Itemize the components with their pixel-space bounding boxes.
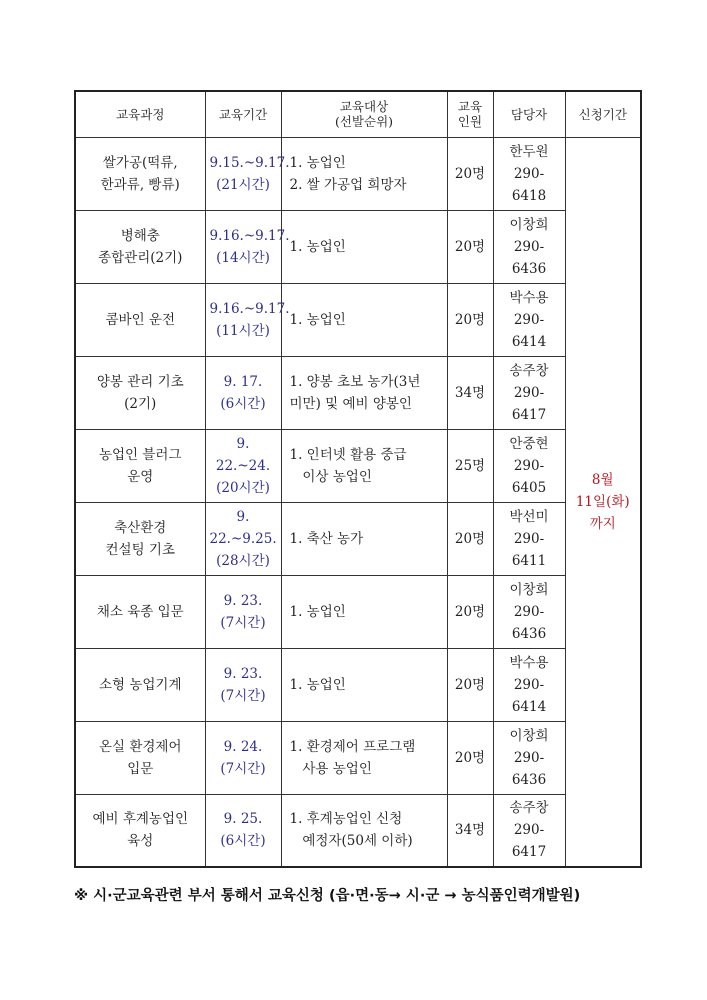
course-cell bbox=[75, 356, 205, 429]
count-cell: 34명 bbox=[447, 356, 493, 429]
course-cell bbox=[75, 721, 205, 794]
course-cell-line: 예비 후계농업인 bbox=[92, 811, 189, 828]
target-cell-line: 예정자(50세 이하) bbox=[289, 833, 413, 850]
period-cell bbox=[205, 356, 281, 429]
manager-cell-line: 송주창 bbox=[509, 800, 549, 817]
period-cell-line: 9. 22.~9.25. bbox=[209, 508, 277, 547]
apply-deadline-line: 8월 bbox=[591, 471, 614, 488]
course-cell-line: 채소 육종 입문 bbox=[96, 603, 184, 620]
period-cell-line: (14시간) bbox=[216, 249, 270, 266]
count-cell: 25명 bbox=[447, 429, 493, 502]
target-cell-line: 1. 인터넷 활용 중급 bbox=[289, 446, 407, 463]
manager-cell bbox=[493, 648, 565, 721]
period-cell-line: (7시간) bbox=[220, 614, 266, 631]
period-cell bbox=[205, 137, 290, 210]
table-row bbox=[75, 721, 641, 794]
table-row bbox=[75, 794, 641, 867]
period-cell bbox=[205, 721, 281, 794]
table-row bbox=[75, 283, 641, 356]
period-cell-line: (7시간) bbox=[220, 687, 266, 704]
course-cell-line: 양봉 관리 기초 bbox=[96, 373, 184, 390]
course-cell-line: 병해충 bbox=[120, 227, 160, 244]
period-cell-line: (6시간) bbox=[220, 833, 266, 850]
manager-cell bbox=[493, 210, 565, 283]
course-cell bbox=[75, 429, 205, 502]
manager-cell-line: 290-6411 bbox=[511, 530, 547, 569]
period-cell-line: (7시간) bbox=[220, 760, 266, 777]
header-count bbox=[447, 91, 493, 137]
table-row bbox=[75, 137, 641, 210]
period-cell-line: (21시간) bbox=[216, 176, 270, 193]
manager-cell-line: 이창희 bbox=[509, 581, 549, 598]
footnote: ※ 시·군교육관련 부서 통해서 교육신청 (읍·면·동→ 시·군 → 농식품인력개발원) bbox=[74, 888, 581, 904]
period-cell-line: 9. 22.~24. bbox=[215, 435, 271, 474]
manager-cell bbox=[493, 575, 565, 648]
course-cell-line: 육성 bbox=[127, 833, 154, 850]
manager-cell-line: 290-6436 bbox=[511, 238, 547, 277]
target-cell bbox=[281, 794, 447, 867]
course-cell-line: (2기) bbox=[124, 395, 157, 412]
target-cell-line: 1. 환경제어 프로그램 bbox=[289, 738, 416, 755]
target-cell-line: 1. 농업인 bbox=[289, 154, 346, 171]
header-target bbox=[281, 91, 447, 137]
target-cell-line: 미만) 및 예비 양봉인 bbox=[289, 395, 412, 412]
target-cell bbox=[281, 283, 447, 356]
course-cell bbox=[75, 794, 205, 867]
table-row bbox=[75, 575, 641, 648]
course-cell-line: 소형 농업기계 bbox=[98, 676, 182, 693]
apply-deadline-line: 까지 bbox=[589, 515, 616, 532]
manager-cell-line: 박선미 bbox=[509, 508, 549, 525]
target-cell-line: 1. 농업인 bbox=[289, 238, 346, 255]
target-cell-line: 1. 농업인 bbox=[289, 311, 346, 328]
header-count-line2: 인원 bbox=[457, 114, 483, 130]
manager-cell-line: 안중현 bbox=[509, 435, 549, 452]
period-cell-line: (11시간) bbox=[216, 322, 270, 339]
manager-cell bbox=[493, 429, 565, 502]
count-cell: 20명 bbox=[447, 283, 493, 356]
target-cell bbox=[281, 356, 447, 429]
period-cell-line: (6시간) bbox=[220, 395, 266, 412]
count-cell: 20명 bbox=[447, 137, 493, 210]
manager-cell-line: 290-6417 bbox=[511, 822, 547, 861]
target-cell-line: 2. 쌀 가공업 희망자 bbox=[289, 176, 407, 193]
manager-cell-line: 한두원 bbox=[509, 143, 549, 160]
manager-cell-line: 290-6414 bbox=[511, 676, 547, 715]
course-cell-line: 축산환경 bbox=[114, 519, 167, 536]
period-cell bbox=[205, 575, 281, 648]
target-cell bbox=[281, 210, 447, 283]
table-row bbox=[75, 210, 641, 283]
course-cell bbox=[75, 648, 205, 721]
target-cell bbox=[281, 137, 447, 210]
manager-cell bbox=[493, 283, 565, 356]
period-cell-line: 9. 17. bbox=[223, 373, 263, 390]
period-cell-line: 9. 23. bbox=[223, 592, 263, 609]
target-cell bbox=[281, 429, 447, 502]
header-target-line2: (선발순위) bbox=[334, 114, 394, 130]
course-cell bbox=[75, 283, 205, 356]
header-period: 교육기간 bbox=[205, 91, 281, 137]
table-row bbox=[75, 429, 641, 502]
course-cell-line: 운영 bbox=[127, 468, 154, 485]
period-cell-line: 9.16.~9.17. bbox=[209, 300, 290, 317]
period-cell bbox=[205, 502, 281, 575]
period-cell bbox=[205, 429, 281, 502]
education-schedule-table bbox=[74, 90, 642, 868]
course-cell-line: 종합관리(2기) bbox=[98, 249, 183, 266]
target-cell bbox=[281, 502, 447, 575]
target-cell bbox=[281, 648, 447, 721]
period-cell-line: (28시간) bbox=[216, 552, 270, 569]
course-cell bbox=[75, 137, 205, 210]
target-cell-line: 1. 농업인 bbox=[289, 676, 346, 693]
period-cell-line: 9. 25. bbox=[223, 811, 263, 828]
manager-cell-line: 290-6436 bbox=[511, 749, 547, 788]
course-cell bbox=[75, 502, 205, 575]
manager-cell bbox=[493, 721, 565, 794]
period-cell-line: 9. 24. bbox=[223, 738, 263, 755]
table-row bbox=[75, 356, 641, 429]
header-course: 교육과정 bbox=[75, 91, 205, 137]
table-row bbox=[75, 648, 641, 721]
manager-cell-line: 박수용 bbox=[509, 289, 549, 306]
manager-cell-line: 290-6436 bbox=[511, 603, 547, 642]
target-cell bbox=[281, 575, 447, 648]
course-cell-line: 쌀가공(떡류, bbox=[102, 154, 178, 171]
manager-cell-line: 290-6414 bbox=[511, 311, 547, 350]
table-row bbox=[75, 502, 641, 575]
manager-cell bbox=[493, 794, 565, 867]
manager-cell-line: 박수용 bbox=[509, 654, 549, 671]
apply-deadline-line: 11일(화) bbox=[575, 493, 630, 510]
header-manager: 담당자 bbox=[493, 91, 565, 137]
target-cell-line: 1. 후계농업인 신청 bbox=[289, 811, 403, 828]
period-cell-line: 9.16.~9.17. bbox=[209, 227, 290, 244]
manager-cell bbox=[493, 356, 565, 429]
target-cell-line: 사용 농업인 bbox=[289, 760, 372, 777]
period-cell bbox=[205, 210, 290, 283]
count-cell: 20명 bbox=[447, 210, 493, 283]
course-cell-line: 농업인 블러그 bbox=[98, 446, 182, 463]
period-cell bbox=[205, 648, 281, 721]
header-target-line1: 교육대상 bbox=[339, 99, 389, 115]
course-cell bbox=[75, 575, 205, 648]
period-cell-line: (20시간) bbox=[216, 479, 270, 496]
manager-cell-line: 이창희 bbox=[509, 727, 549, 744]
count-cell: 20명 bbox=[447, 502, 493, 575]
course-cell-line: 입문 bbox=[127, 760, 154, 777]
manager-cell bbox=[493, 137, 565, 210]
count-cell: 20명 bbox=[447, 575, 493, 648]
target-cell-line: 1. 농업인 bbox=[289, 603, 346, 620]
header-count-line1: 교육 bbox=[457, 99, 483, 115]
period-cell bbox=[205, 794, 281, 867]
manager-cell-line: 290-6405 bbox=[511, 457, 547, 496]
manager-cell-line: 290-6418 bbox=[511, 165, 547, 204]
apply-deadline-cell bbox=[565, 137, 641, 867]
course-cell-line: 온실 환경제어 bbox=[98, 738, 182, 755]
table-header-row bbox=[75, 91, 641, 137]
target-cell bbox=[281, 721, 447, 794]
target-cell-line: 이상 농업인 bbox=[289, 468, 372, 485]
course-cell-line: 컨설팅 기초 bbox=[105, 541, 175, 558]
manager-cell-line: 송주창 bbox=[509, 362, 549, 379]
target-cell-line: 1. 양봉 초보 농가(3년 bbox=[289, 373, 421, 390]
course-cell bbox=[75, 210, 205, 283]
manager-cell-line: 이창희 bbox=[509, 216, 549, 233]
count-cell: 20명 bbox=[447, 721, 493, 794]
course-cell-line: 콤바인 운전 bbox=[105, 311, 175, 328]
count-cell: 20명 bbox=[447, 648, 493, 721]
count-cell: 34명 bbox=[447, 794, 493, 867]
course-cell-line: 한과류, 빵류) bbox=[100, 176, 180, 193]
period-cell bbox=[205, 283, 290, 356]
target-cell-line: 1. 축산 농가 bbox=[289, 530, 364, 547]
manager-cell bbox=[493, 502, 565, 575]
period-cell-line: 9.15.~9.17. bbox=[209, 154, 290, 171]
manager-cell-line: 290-6417 bbox=[511, 384, 547, 423]
period-cell-line: 9. 23. bbox=[223, 665, 263, 682]
header-apply: 신청기간 bbox=[565, 91, 641, 137]
